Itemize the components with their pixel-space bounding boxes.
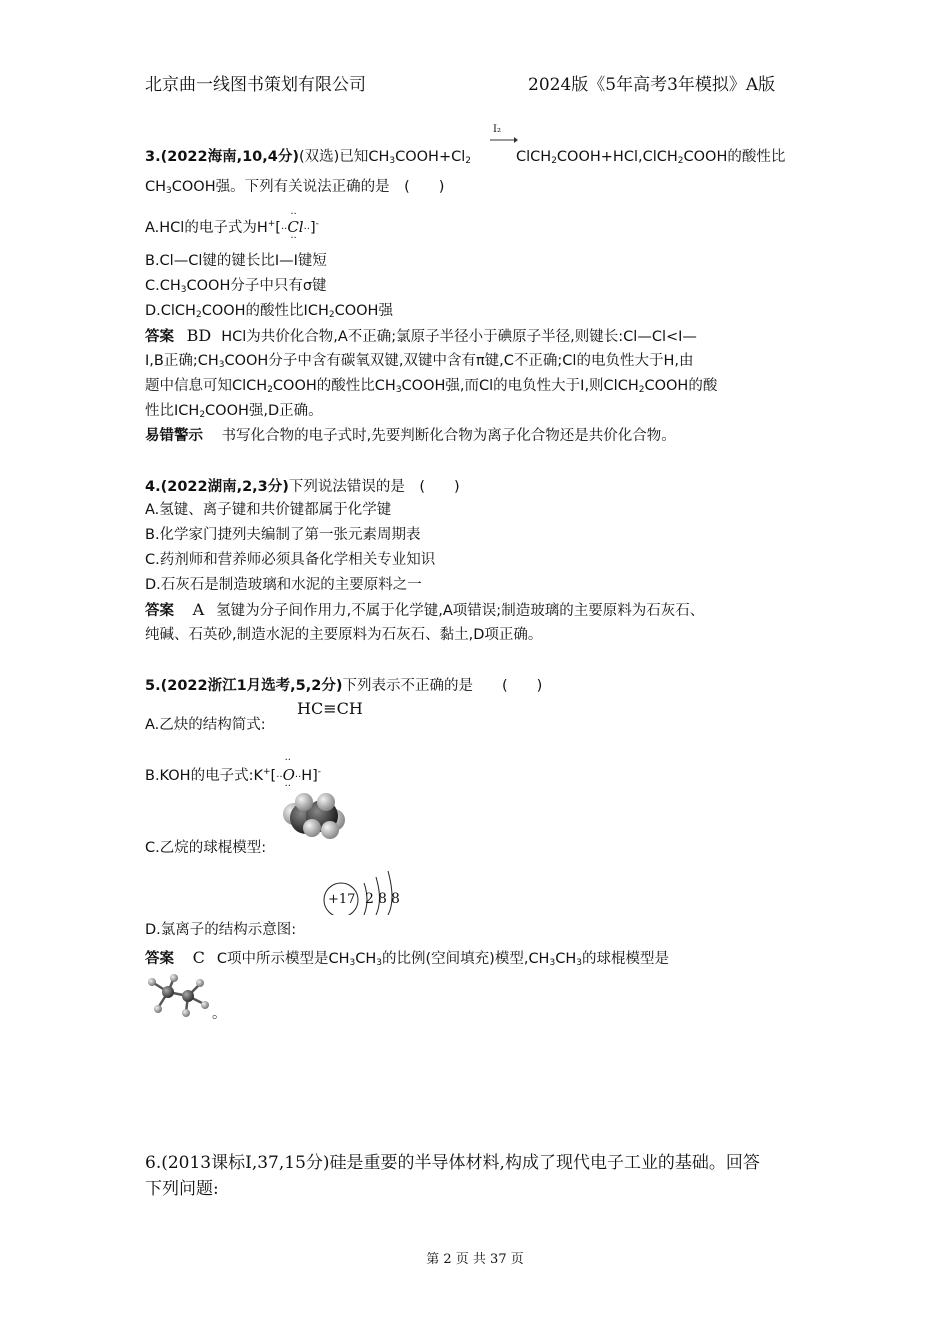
- shell-3: 8: [391, 891, 400, 907]
- q3-stem-line1: 3.(2022海南,10,4分)(双选)已知$CH_3COOH+Cl_2$: [145, 149, 471, 166]
- page-number: 第 2 页 共 37 页: [426, 1252, 524, 1267]
- q3-answer-line4: 性比$ICH_2COOH$强,D正确。: [145, 403, 323, 420]
- q3-type: (双选): [299, 149, 340, 165]
- answer-value: BD: [186, 326, 212, 345]
- q3-option-d: D.ClCH$_2$COOH的酸性比$ICH_2COOH$强: [145, 303, 393, 320]
- q5-answer: 答案 C C项中所示模型是$CH_3CH_3$的比例(空间填充)模型$,CH_3CH_3$的球棍模型是: [145, 948, 669, 968]
- answer-end-punctuation: 。: [212, 1006, 227, 1022]
- chloride-ion-structure-diagram: [320, 869, 410, 915]
- q3-answer-line1: 答案 BD HCl为共价化合物,A不正确;氯原子半径小于碘原子半径,则键长:Cl—Cl<I—: [145, 326, 697, 345]
- q4-source: 4.(2022湖南,2,3分): [145, 479, 289, 495]
- answer-label: 答案: [145, 951, 174, 967]
- ethane-ball-stick-model-image: [142, 972, 214, 1018]
- shell-2: 8: [378, 891, 387, 907]
- q3-source: 3.(2022海南,10,4分): [145, 149, 299, 165]
- header-left: 北京曲一线图书策划有限公司: [145, 75, 366, 95]
- shell-1: 2: [365, 891, 374, 907]
- q5-option-b: B.KOH的电子式:K+[·· ·· O ·· ··H]-: [145, 755, 322, 792]
- q6-line1: 6.(2013课标Ⅰ,37,15分)硅是重要的半导体材料,构成了现代电子工业的基础。回答: [145, 1153, 760, 1173]
- acetylene-formula: HC≡CH: [297, 699, 363, 718]
- q3-answer-line3: 题中信息可知ClCH$_2$COOH的酸性比$CH_3COOH$强,而Cl的电负性大于I,则ClCH$_2$COOH的酸: [145, 378, 718, 395]
- q3-option-c: $C.CH_3COOH$分子中只有σ键: [145, 278, 327, 295]
- q5-option-c: C.乙烷的球棍模型:: [145, 840, 267, 856]
- warning-label: 易错警示: [145, 428, 203, 444]
- q3-warning: 易错警示 书写化合物的电子式时,先要判断化合物为离子化合物还是共价化合物。: [145, 428, 676, 444]
- q4-stem: 4.(2022湖南,2,3分)下列说法错误的是 ( ): [145, 479, 460, 495]
- arrow-icon: [490, 124, 518, 150]
- q5-option-a: A.乙炔的结构简式:: [145, 717, 266, 733]
- q4-option-b: B.化学家门捷列夫编制了第一张元素周期表: [145, 527, 421, 543]
- q5-option-d: D.氯离子的结构示意图:: [145, 922, 297, 938]
- q3-stem-line1-product: ClCH$_2$COOH+HCl,ClCH$_2$COOH的酸性比: [516, 149, 786, 166]
- arrow-label: I₂: [493, 124, 501, 135]
- answer-label: 答案: [145, 603, 174, 619]
- q4-option-c: C.药剂师和营养师必须具备化学相关专业知识: [145, 552, 436, 568]
- q3-option-b: B.Cl—Cl键的键长比I—I键短: [145, 253, 327, 269]
- q4-answer-line1: 答案 A 氢键为分子间作用力,不属于化学键,A项错误;制造玻璃的主要原料为石灰石、: [145, 600, 705, 619]
- q5-source: 5.(2022浙江1月选考,5,2分): [145, 678, 343, 694]
- q4-answer-line2: 纯碱、石英砂,制造水泥的主要原料为石灰石、黏土,D项正确。: [145, 627, 543, 643]
- q5-stem: 5.(2022浙江1月选考,5,2分)下列表示不正确的是 ( ): [145, 678, 543, 694]
- answer-value: A: [192, 600, 205, 619]
- q6-line2: 下列问题:: [145, 1179, 219, 1199]
- q3-stem-line2: $CH_3COOH$强。下列有关说法正确的是 ( ): [145, 179, 445, 196]
- nucleus-charge: +17: [328, 892, 356, 907]
- q4-option-d: D.石灰石是制造玻璃和水泥的主要原料之一: [145, 577, 422, 593]
- answer-label: 答案: [145, 329, 174, 345]
- ethane-space-filling-model-image: [282, 790, 348, 842]
- q3-answer-line2: I,B正确$;CH_3COOH$分子中含有碳氧双键,双键中含有π键,C不正确;Cl的电负性大于H,由: [145, 353, 694, 370]
- q3-option-a: A.HCl的电子式为H+[·· ·· Cl ·· ··]-: [145, 209, 319, 244]
- answer-value: C: [192, 948, 205, 967]
- header-right: 2024版《5年高考3年模拟》A版: [528, 75, 776, 95]
- reaction-arrow: [490, 124, 518, 150]
- q4-option-a: A.氢键、离子键和共价键都属于化学键: [145, 502, 392, 518]
